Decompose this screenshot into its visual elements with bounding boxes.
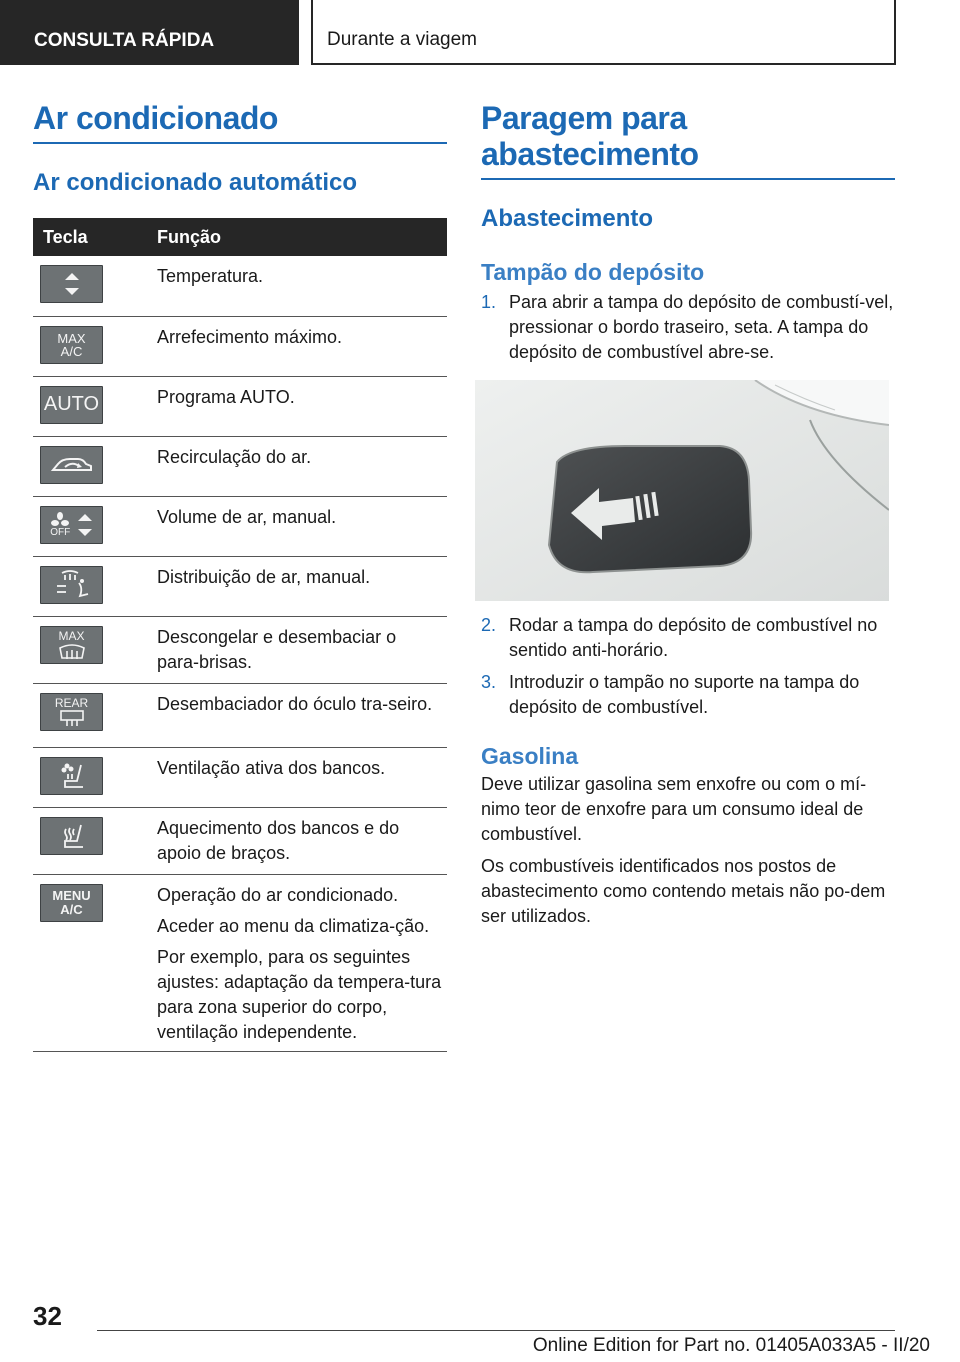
fan-volume-icon: [40, 506, 103, 544]
recirculation-icon: [40, 446, 103, 484]
heading-petrol: Gasolina: [481, 743, 579, 769]
right-column: [481, 100, 895, 929]
edition-note: Online Edition for Part no. 01405A033A5 - II/20: [532, 1335, 930, 1356]
table-row: [33, 807, 447, 874]
max-ac-key-icon: [40, 326, 103, 364]
chapter-tab: [311, 0, 896, 65]
table-row: [33, 496, 447, 556]
seat-ventilation-icon: [40, 757, 103, 795]
key-label: MAX: [57, 330, 86, 346]
step-number: 2.: [481, 615, 497, 635]
seat-heating-icon: [40, 817, 103, 855]
key-label: MENU: [52, 887, 91, 903]
rear-defrost-icon: [40, 693, 103, 731]
table-row: [33, 747, 447, 807]
function-text: Ventilação ativa dos bancos.: [157, 757, 386, 778]
section-tab: [0, 0, 299, 65]
table-row: [33, 436, 447, 496]
function-text: Desembaciador do óculo tra-seiro.: [157, 693, 433, 714]
list-item: [481, 290, 895, 365]
function-text: Por exemplo, para os seguintes ajustes: adaptação da tempera-tura para zona superior do corpo, ventilação independente.: [157, 946, 442, 1042]
function-text: Programa AUTO.: [157, 386, 295, 407]
function-text: Aquecimento dos bancos e do apoio de braços.: [157, 817, 400, 863]
key-label: REAR: [54, 695, 89, 710]
fan-icon: [51, 512, 69, 528]
table-row: [33, 683, 447, 747]
table-header: [33, 218, 447, 256]
key-label: A/C: [60, 343, 83, 359]
rear-window-icon: [57, 709, 87, 727]
key-label: MAX: [58, 628, 85, 643]
heading-fuel-cap: Tampão do depósito: [481, 259, 705, 285]
key-label: A/C: [60, 901, 83, 917]
table-row: [33, 256, 447, 316]
list-item: [481, 613, 895, 663]
footer-divider: [97, 1330, 895, 1331]
table-row: [33, 556, 447, 616]
table-row: [33, 316, 447, 376]
function-text: Temperatura.: [157, 266, 264, 286]
function-text: Aceder ao menu da climatiza-ção.: [157, 915, 430, 936]
ac-keys-table: [33, 218, 447, 1052]
function-text: Arrefecimento máximo.: [157, 326, 343, 347]
windshield-defrost-icon: [57, 642, 87, 660]
key-label: AUTO: [43, 393, 100, 415]
table-row: [33, 874, 447, 1051]
max-defrost-icon: [40, 626, 103, 664]
step-number: 1.: [481, 292, 497, 312]
function-text: Distribuição de ar, manual.: [157, 566, 371, 587]
page-title-ac: Ar condicionado: [33, 100, 447, 144]
page-title-refuel: Paragem para abastecimento: [481, 100, 895, 180]
petrol-paragraph-2: Os combustíveis identificados nos postos de abastecimento como contendo metais não po-dem ser utilizados.: [481, 856, 886, 926]
column-header-key: Tecla: [33, 218, 157, 256]
step-text: Para abrir a tampa do depósito de combustí-vel, pressionar o bordo traseiro, seta. A tampa do depósito de combustível abre-se.: [509, 292, 894, 362]
function-text: Volume de ar, manual.: [157, 506, 337, 527]
chapter-label: Durante a viagem: [327, 29, 477, 50]
petrol-paragraph-1: Deve utilizar gasolina sem enxofre ou com o mí-nimo teor de enxofre para um consumo ideal de combustível.: [481, 774, 867, 844]
column-header-function: Função: [157, 218, 447, 256]
step-text: Introduzir o tampão no suporte na tampa do depósito de combustível.: [509, 672, 860, 717]
function-text: Recirculação do ar.: [157, 446, 312, 467]
section-label: CONSULTA RÁPIDA: [34, 30, 215, 51]
steps-list-b: [481, 613, 895, 720]
temperature-updown-icon: [40, 265, 103, 303]
function-text: Descongelar e desembaciar o para-brisas.: [157, 626, 397, 672]
steps-list-a: [481, 290, 895, 365]
menu-ac-key-icon: [40, 884, 103, 922]
heading-refuelling: Abastecimento: [481, 205, 654, 232]
list-item: [481, 670, 895, 720]
key-label: OFF: [50, 526, 71, 538]
page-number: 32: [33, 1301, 62, 1331]
updown-arrows-icon: [77, 511, 93, 539]
air-distribution-icon: [40, 566, 103, 604]
table-row: [33, 376, 447, 436]
subtitle-auto-ac: Ar condicionado automático: [33, 169, 358, 196]
left-column: [33, 100, 447, 1052]
step-number: 3.: [481, 672, 497, 692]
function-text: Operação do ar condicionado.: [157, 884, 399, 905]
step-text: Rodar a tampa do depósito de combustível no sentido anti-horário.: [509, 615, 878, 660]
auto-key-icon: [40, 386, 103, 424]
table-row: [33, 616, 447, 683]
fuel-flap-photo: [475, 380, 889, 601]
